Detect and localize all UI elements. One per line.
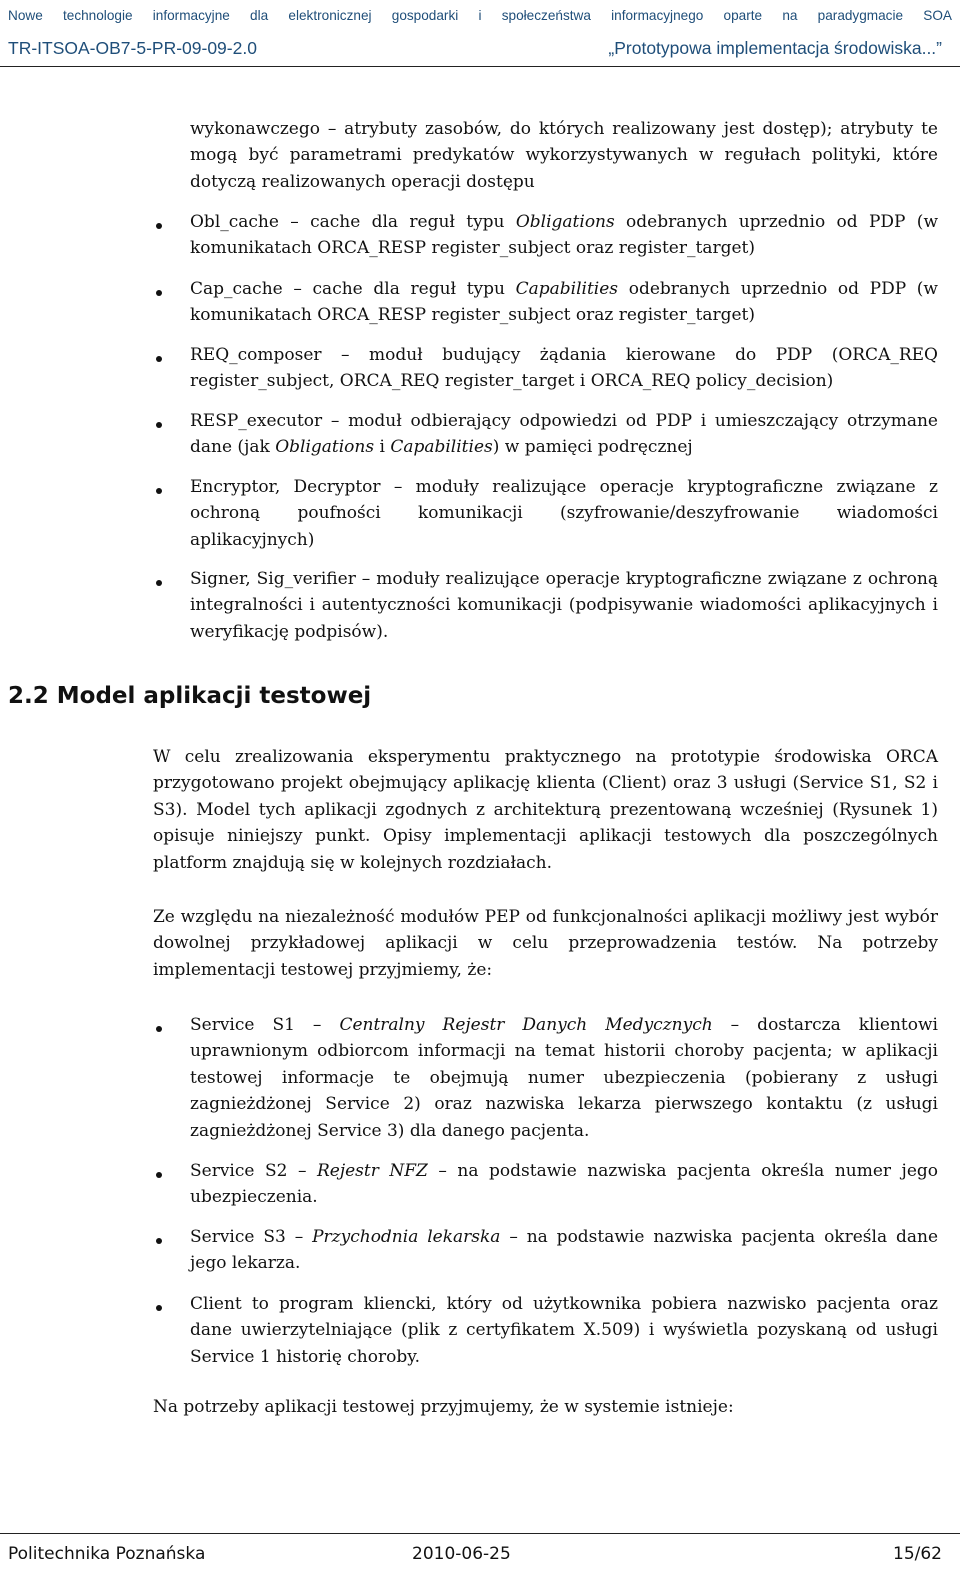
bullet-icon — [156, 422, 162, 428]
list-item-text: Service S1 – Centralny Rejestr Danych Medycznych – dostarcza klientowi uprawnionym odbiorcom informacji na temat historii choroby pacjenta; w aplikacji testowej informacje te obejmują numer ubezpieczenia (pobierany z usługi zagnieżdżonej Service 2) oraz nazwiska lekarza pierwszego kontaktu (z usługi zagnieżdżonej Service 3) dla danego pacjenta. — [190, 1015, 938, 1141]
page-footer — [0, 1533, 960, 1596]
bullet-icon — [156, 1172, 162, 1178]
list-item-text: Service S3 – Przychodnia lekarska – na podstawie nazwiska pacjenta określa dane jego lekarza. — [190, 1227, 938, 1274]
paragraph: Ze względu na niezależność modułów PEP od funkcjonalności aplikacji możliwy jest wybór dowolnej przykładowej aplikacji w celu przeprowadzenia testów. Na potrzeby implementacji testowej przyjmiemy, że: — [153, 907, 938, 980]
bullet-icon — [156, 1305, 162, 1311]
footer-institution: Politechnika Poznańska — [8, 1544, 206, 1564]
paragraph: Na potrzeby aplikacji testowej przyjmujemy, że w systemie istnieje: — [153, 1397, 734, 1417]
list-item-text: REQ_composer – moduł budujący żądania kierowane do PDP (ORCA_REQ register_subject, ORCA_REQ register_target i ORCA_REQ policy_decision) — [190, 345, 938, 392]
bullet-icon — [156, 290, 162, 296]
bullet-icon — [156, 356, 162, 362]
list-item-text: Obl_cache – cache dla reguł typu Obligations odebranych uprzednio od PDP (w komunikatach ORCA_RESP register_subject oraz register_target) — [190, 212, 938, 259]
list-item-text: Encryptor, Decryptor – moduły realizujące operacje kryptograficzne związane z ochroną poufności komunikacji (szyfrowanie/deszyfrowanie wiadomości aplikacyjnych) — [190, 477, 938, 550]
bullet-icon — [156, 1026, 162, 1032]
list-item-text: RESP_executor – moduł odbierający odpowiedzi od PDP i umieszczający otrzymane dane (jak Obligations i Capabilities) w pamięci podręcznej — [190, 411, 938, 458]
list-item-text: Service S2 – Rejestr NFZ – na podstawie nazwiska pacjenta określa numer jego ubezpieczenia. — [190, 1161, 939, 1208]
list-item-text: Client to program kliencki, który od użytkownika pobiera nazwisko pacjenta oraz dane uwierzytelniające (plik z certyfikatem X.509) i wyświetla pozyskaną od usługi Service 1 historię choroby. — [190, 1294, 938, 1367]
bullet-icon — [156, 1238, 162, 1244]
page-header — [0, 0, 960, 67]
section-heading: 2.2 Model aplikacji testowej — [8, 683, 372, 709]
document-title: „Prototypowa implementacja środowiska...” — [608, 38, 942, 58]
paragraph: W celu zrealizowania eksperymentu praktycznego na prototypie środowiska ORCA przygotowano projekt obejmujący aplikację klienta (Client) oraz 3 usługi (Service S1, S2 i S3). Model tych aplikacji zgodnych z architekturą prezentowaną wcześniej (Rysunek 1) opisuje niniejszy punkt. Opisy implementacji aplikacji testowych dla poszczególnych platform znajdują się w kolejnych rozdziałach. — [153, 747, 938, 873]
project-title: Nowe technologie informacyjne dla elektronicznej gospodarki i społeczeństwa informacyjnego oparte na paradygmacie SOA — [8, 8, 952, 23]
document-id: TR-ITSOA-OB7-5-PR-09-09-2.0 — [8, 38, 257, 58]
bullet-icon — [156, 223, 162, 229]
footer-date: 2010-06-25 — [412, 1544, 511, 1564]
list-item-text: Cap_cache – cache dla reguł typu Capabilities odebranych uprzednio od PDP (w komunikatach ORCA_RESP register_subject oraz register_target) — [190, 279, 938, 326]
list-item-text: Signer, Sig_verifier – moduły realizujące operacje kryptograficzne związane z ochroną integralności i autentyczności komunikacji (podpisywanie wiadomości aplikacyjnych i weryfikację podpisów). — [190, 569, 938, 642]
bullet-icon — [156, 580, 162, 586]
bullet-icon — [156, 488, 162, 494]
page-number: 15/62 — [893, 1544, 942, 1564]
list-item-text: wykonawczego – atrybuty zasobów, do których realizowany jest dostęp); atrybuty te mogą być parametrami predykatów wykorzystywanych w regułach polityki, które dotyczą realizowanych operacji dostępu — [190, 119, 938, 192]
